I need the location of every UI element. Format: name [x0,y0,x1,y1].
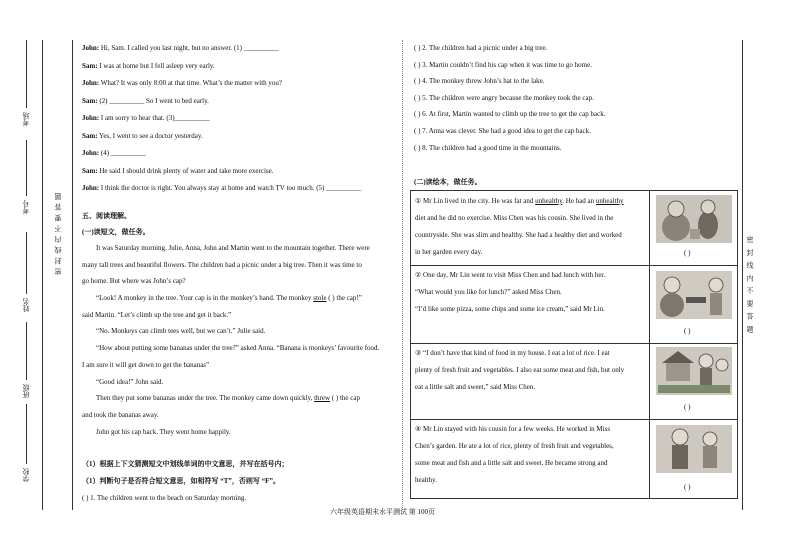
story-line: “How about putting some bananas under the tree?” asked Anna. “Banana is monkeys’ favourite food. [96,344,380,353]
book-line: some meat and fish and a little salt and sweet. He became strong and [415,459,608,467]
dialogue-line: John: I think the doctor is right. You always stay at home and watch TV too much. (5) __________ [82,184,362,192]
dialogue-line: Sam: He said I should drink plenty of water and take more exercise. [82,166,274,175]
dialogue-line: Sam: I was at home but I fell asleep very early. [82,61,215,70]
tf-list [414,44,736,160]
underlined-word: stole [313,294,327,303]
name-label: 姓名 [22,298,30,312]
story-line: It was Saturday morning. Julie, Anna, John and Martin went to the mountain together. There were [96,244,370,252]
seal-notice-right: 密 封 线 内 不 要 答 题 [746,236,754,335]
lunch-illustration [656,271,732,319]
tf-item: ( ) 3. Martin couldn’t find his cap when it was time to go home. [414,60,592,69]
fat-man-illustration [656,195,732,243]
dialogue [82,44,400,202]
illustration-cell [649,419,738,498]
right-binding-line [742,40,743,510]
book-line: in her garden every day. [415,248,483,256]
book-line: plenty of fresh fruit and vegetables. I also eat some meat and fish, but only [415,366,625,374]
section-title: 五、阅读理解。 [82,212,131,220]
book-line: “What would you like for lunch?” asked Miss Chen. [415,288,562,296]
tf-item: ( ) 8. The children had a good time in the mountains. [414,143,562,152]
tf-item: ( ) 6. At first, Martin wanted to climb up the tree to get the cap back. [414,110,606,119]
book-line: ② One day, Mr Lin went to visit Miss Chen and had lunch with her. [415,271,606,279]
picture-book-row [411,343,737,420]
dialogue-line: John: Hi, Sam. I called you last night, but no answer. (1) __________ [82,44,279,52]
picture-book-row [411,419,737,498]
story-line: I am sure it will get down to get the bananas” [82,360,210,369]
column-divider [402,40,403,510]
book-line: healthy. [415,476,437,484]
seal-line [72,40,73,510]
story-line: “No. Monkeys can climb tees well, but we can’t.” Julie said. [96,327,266,336]
student-number-label: 考号 [22,200,30,214]
tf-item: ( ) 1. The children went to the beach on Saturday morning. [82,494,247,502]
book-line: ③ “I don’t have that kind of food in my house. I eat a lot of rice. I eat [415,349,610,357]
story-line: John got his cap back. They went home happily. [96,427,231,436]
page-footer: 六年级英语期末水平测试 第 100页 [330,508,435,516]
answer-blank[interactable]: ( ) [684,403,691,411]
picture-book-row [411,191,737,266]
answer-blank[interactable]: ( ) [684,327,691,335]
story-line: and took the bananas away. [82,410,159,419]
name-field [26,232,27,294]
exam-room-field [26,40,27,108]
task1-instruction: （1）根据上下文猜测短文中划线单词的中文意思，并写在括号内； [82,460,289,468]
story-line: go home. But where was John’s cap? [82,277,186,286]
garden-illustration [656,347,732,395]
part2-title: (二)读绘本，做任务。 [414,178,482,186]
part1-title: (一)读短文，做任务。 [82,228,150,236]
story-line: Then they put some bananas under the tree. The monkey came down quickly, threw ( ) the cap [96,394,360,403]
story-line: said Martin. “Let’s climb up the tree and get it back.” [82,310,232,319]
school-field [26,404,27,464]
story-line: “Look! A monkey in the tree. Your cap is in the monkey’s hand. The monkey stole ( ) the cap!” [96,294,362,303]
book-line: diet and he did no exercise. Miss Chen was his cousin. She lived in the [415,214,614,222]
picture-book-row [411,265,737,344]
answer-blank[interactable]: ( ) [684,483,691,491]
binding-line [42,40,43,510]
illustration-cell [649,265,738,343]
illustration-cell [649,343,738,419]
class-label: 班级 [22,384,30,398]
book-line: ① Mr Lin lived in the city. He was fat and unhealthy. He had an unhealthy [415,197,624,205]
story-line: many tall trees and beautiful flowers. The children had a picnic under a big tree. Then it was time to [82,260,362,269]
book-line: “I’d like some pizza, some chips and some ice cream,” said Mr Lin. [415,305,605,313]
book-line: ④ Mr Lin stayed with his cousin for a few weeks. He worked in Miss [415,425,611,433]
school-label: 学校 [22,468,30,482]
task2-instruction: （1）判断句子是否符合短文意思，如相符写 “T”，否则写 “F”。 [82,477,280,485]
seal-notice-left: 密 封 线 内 不 要 答 题 [54,192,62,276]
story-line: “Good idea!” John said. [96,377,164,386]
underlined-word: threw [314,394,331,403]
book-line: eat a little salt and sweet,” said Miss Chen. [415,383,536,391]
class-field [26,322,27,380]
tf-item: ( ) 4. The monkey threw John’s hat to the lake. [414,77,545,86]
dialogue-line: Sam: (2) __________ So I went to bed early. [82,96,209,105]
picture-book-table [410,190,738,499]
book-line: Chen’s garden. He ate a lot of rice, plenty of fresh fruit and vegetables, [415,442,614,450]
story-passage [82,244,400,444]
exam-room-label: 考场 [22,112,30,126]
dialogue-line: John: I am sorry to hear that. (3)__________ [82,114,210,122]
student-number-field [26,140,27,196]
tf-item: ( ) 2. The children had a picnic under a big tree. [414,44,548,52]
dialogue-line: John: (4) __________ [82,149,146,157]
dialogue-line: Sam: Yes, I went to see a doctor yesterday. [82,131,203,140]
illustration-cell [649,191,738,265]
answer-blank[interactable]: ( ) [684,249,691,257]
dialogue-line: John: What? It was only 8:00 at that time. What’s the matter with you? [82,79,282,87]
healthy-man-illustration [656,425,732,473]
tf-item: ( ) 7. Anna was clever. She had a good idea to get the cap back. [414,126,591,135]
tf-item: ( ) 5. The children were angry because the monkey took the cap. [414,93,594,102]
book-line: countryside. She was slim and healthy. She had a healthy diet and worked [415,231,622,239]
left-binding-margin [0,0,76,550]
